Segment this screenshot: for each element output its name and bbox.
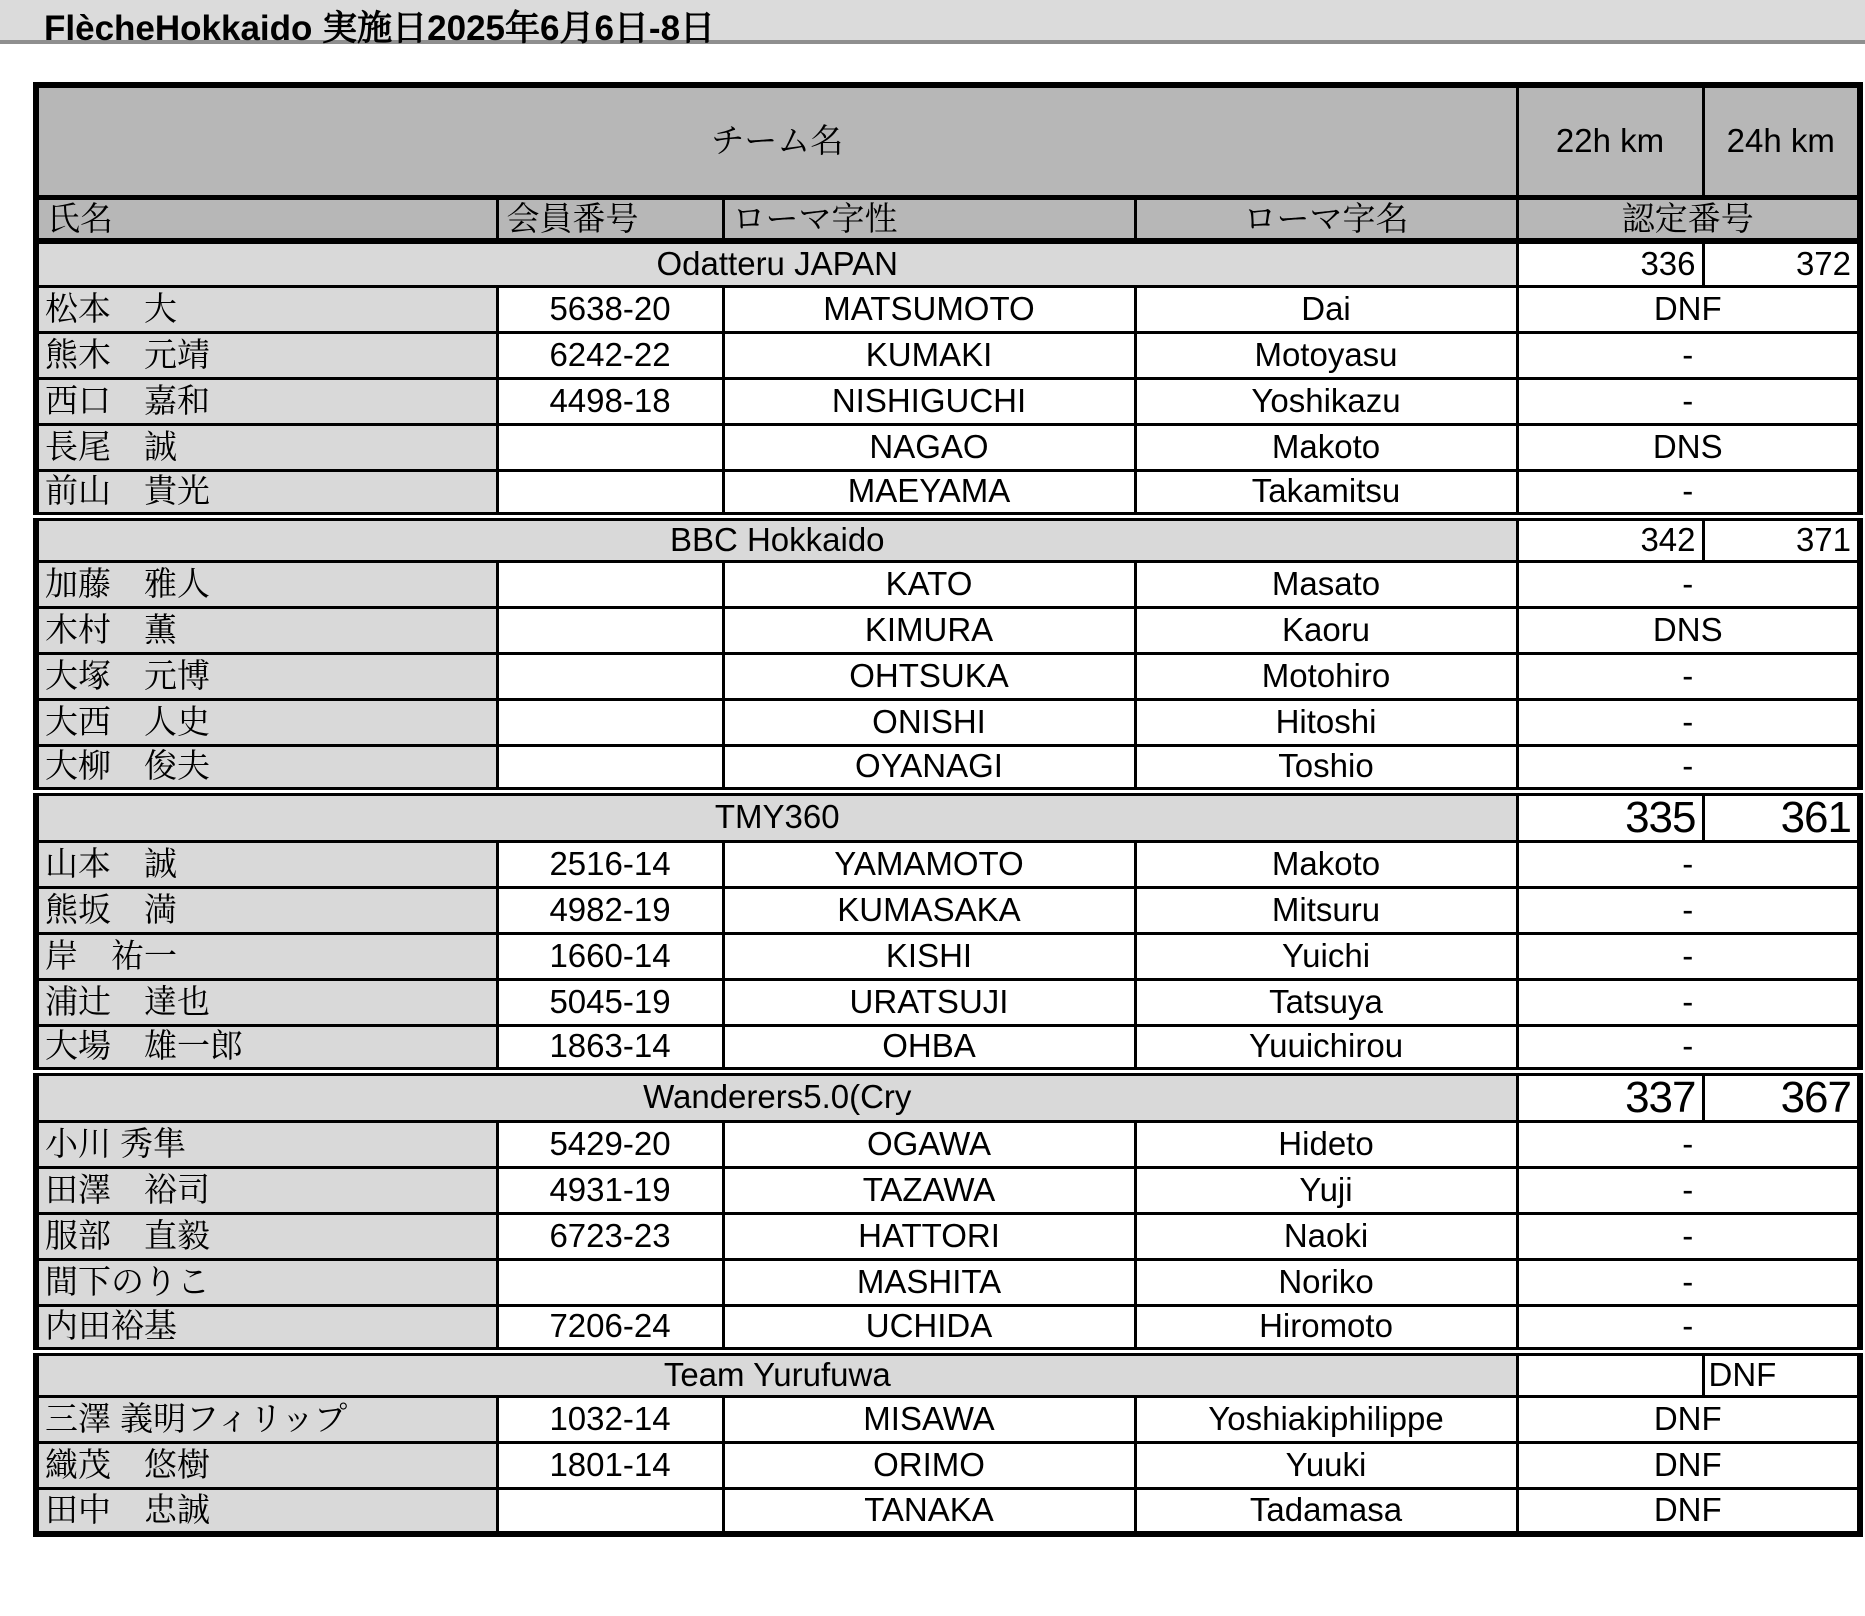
member-no-cell: 1032-14 [497,1396,723,1442]
romaji-given-cell: Hiromoto [1135,1305,1517,1351]
cert-no-cell: DNF [1517,1396,1860,1442]
rider-row [36,887,1860,933]
rider-row [36,933,1860,979]
romaji-surname-cell: NAGAO [723,424,1135,470]
rider-name-cell: 服部 直毅 [36,1213,497,1259]
member-no-cell: 4498-18 [497,378,723,424]
rider-row [36,1442,1860,1488]
romaji-surname-cell: TAZAWA [723,1167,1135,1213]
romaji-surname-cell: KUMAKI [723,332,1135,378]
team-22h-cell: 342 [1517,516,1703,561]
rider-name-cell: 田澤 裕司 [36,1167,497,1213]
team-row [36,1351,1860,1396]
cert-no-cell: DNS [1517,607,1860,653]
team-22h-cell: 337 [1517,1071,1703,1121]
member-no-cell: 7206-24 [497,1305,723,1351]
member-no-cell [497,1259,723,1305]
member-no-cell [497,607,723,653]
member-no-cell: 2516-14 [497,841,723,887]
rider-name-cell: 岸 祐一 [36,933,497,979]
team-name-cell: BBC Hokkaido [36,516,1517,561]
rider-name-cell: 前山 貴光 [36,470,497,516]
cert-no-cell: - [1517,1121,1860,1167]
member-no-cell: 6242-22 [497,332,723,378]
rider-row [36,424,1860,470]
romaji-given-cell: Dai [1135,286,1517,332]
title-bar [0,0,1865,48]
rider-name-cell: 熊坂 満 [36,887,497,933]
team-row [36,516,1860,561]
member-no-cell [497,424,723,470]
rider-name-cell: 山本 誠 [36,841,497,887]
cert-no-cell: - [1517,1025,1860,1071]
romaji-surname-cell: KISHI [723,933,1135,979]
member-no-cell [497,1488,723,1534]
cert-no-cell: - [1517,1305,1860,1351]
member-no-cell [497,699,723,745]
rider-row [36,1305,1860,1351]
rider-name-cell: 小川 秀隼 [36,1121,497,1167]
team-24h-cell: DNF [1703,1351,1860,1396]
header-romaji-given: ローマ字名 [1135,197,1517,241]
romaji-surname-cell: MAEYAMA [723,470,1135,516]
romaji-given-cell: Yuuki [1135,1442,1517,1488]
team-24h-cell: 371 [1703,516,1860,561]
romaji-given-cell: Hitoshi [1135,699,1517,745]
cert-no-cell: - [1517,887,1860,933]
romaji-given-cell: Yuji [1135,1167,1517,1213]
member-no-cell [497,653,723,699]
rider-row [36,1025,1860,1071]
romaji-surname-cell: MASHITA [723,1259,1135,1305]
romaji-given-cell: Motoyasu [1135,332,1517,378]
rider-row [36,1259,1860,1305]
header-22h-km: 22h km [1517,85,1703,197]
rider-name-cell: 織茂 悠樹 [36,1442,497,1488]
romaji-surname-cell: OYANAGI [723,745,1135,791]
header-team-name: チーム名 [36,85,1517,197]
romaji-surname-cell: MATSUMOTO [723,286,1135,332]
cert-no-cell: - [1517,1167,1860,1213]
romaji-given-cell: Toshio [1135,745,1517,791]
rider-row [36,561,1860,607]
header-romaji-surname: ローマ字性 [723,197,1135,241]
rider-row [36,607,1860,653]
rider-name-cell: 間下のりこ [36,1259,497,1305]
member-no-cell: 5638-20 [497,286,723,332]
rider-name-cell: 熊木 元靖 [36,332,497,378]
team-24h-cell: 372 [1703,241,1860,286]
team-22h-cell: 335 [1517,791,1703,841]
rider-name-cell: 浦辻 達也 [36,979,497,1025]
cert-no-cell: - [1517,699,1860,745]
team-name-cell: Team Yurufuwa [36,1351,1517,1396]
rider-row [36,745,1860,791]
team-22h-cell [1517,1351,1703,1396]
rider-row [36,1121,1860,1167]
cert-no-cell: - [1517,653,1860,699]
team-name-cell: Odatteru JAPAN [36,241,1517,286]
team-name-cell: TMY360 [36,791,1517,841]
cert-no-cell: - [1517,378,1860,424]
rider-row [36,1213,1860,1259]
romaji-surname-cell: KATO [723,561,1135,607]
cert-no-cell: DNF [1517,1488,1860,1534]
rider-name-cell: 西口 嘉和 [36,378,497,424]
romaji-given-cell: Hideto [1135,1121,1517,1167]
member-no-cell: 4931-19 [497,1167,723,1213]
header-cert-no: 認定番号 [1517,197,1860,241]
member-no-cell: 5429-20 [497,1121,723,1167]
romaji-surname-cell: URATSUJI [723,979,1135,1025]
member-no-cell [497,561,723,607]
rider-name-cell: 内田裕基 [36,1305,497,1351]
rider-row [36,286,1860,332]
team-24h-cell: 367 [1703,1071,1860,1121]
member-no-cell: 4982-19 [497,887,723,933]
cert-no-cell: - [1517,470,1860,516]
member-no-cell [497,745,723,791]
romaji-surname-cell: ONISHI [723,699,1135,745]
romaji-surname-cell: OHTSUKA [723,653,1135,699]
cert-no-cell: - [1517,841,1860,887]
cert-no-cell: - [1517,979,1860,1025]
results-table [33,82,1863,1537]
rider-name-cell: 田中 忠誠 [36,1488,497,1534]
rider-row [36,1167,1860,1213]
rider-row [36,470,1860,516]
member-no-cell: 1660-14 [497,933,723,979]
header-name: 氏名 [36,197,497,241]
romaji-surname-cell: UCHIDA [723,1305,1135,1351]
romaji-surname-cell: HATTORI [723,1213,1135,1259]
member-no-cell: 6723-23 [497,1213,723,1259]
romaji-surname-cell: KUMASAKA [723,887,1135,933]
romaji-given-cell: Noriko [1135,1259,1517,1305]
team-24h-cell: 361 [1703,791,1860,841]
member-no-cell [497,470,723,516]
page-title: FlècheHokkaido 実施日2025年6月6日-8日 [44,9,716,48]
cert-no-cell: DNF [1517,1442,1860,1488]
romaji-given-cell: Tadamasa [1135,1488,1517,1534]
romaji-given-cell: Yuuichirou [1135,1025,1517,1071]
romaji-surname-cell: ORIMO [723,1442,1135,1488]
romaji-surname-cell: TANAKA [723,1488,1135,1534]
rider-name-cell: 大塚 元博 [36,653,497,699]
team-row [36,1071,1860,1121]
romaji-given-cell: Takamitsu [1135,470,1517,516]
rider-name-cell: 加藤 雅人 [36,561,497,607]
header-member-no: 会員番号 [497,197,723,241]
rider-row [36,332,1860,378]
rider-name-cell: 大西 人史 [36,699,497,745]
member-no-cell: 5045-19 [497,979,723,1025]
cert-no-cell: - [1517,561,1860,607]
romaji-given-cell: Yoshikazu [1135,378,1517,424]
rider-name-cell: 松本 大 [36,286,497,332]
romaji-given-cell: Makoto [1135,841,1517,887]
rider-name-cell: 大柳 俊夫 [36,745,497,791]
romaji-given-cell: Kaoru [1135,607,1517,653]
romaji-surname-cell: OHBA [723,1025,1135,1071]
rider-row [36,1488,1860,1534]
romaji-given-cell: Makoto [1135,424,1517,470]
header-24h-km: 24h km [1703,85,1860,197]
cert-no-cell: - [1517,1213,1860,1259]
member-no-cell: 1801-14 [497,1442,723,1488]
rider-row [36,841,1860,887]
cert-no-cell: - [1517,1259,1860,1305]
header-row-columns [36,197,1860,241]
romaji-surname-cell: KIMURA [723,607,1135,653]
rider-row [36,1396,1860,1442]
team-name-cell: Wanderers5.0(Cry [36,1071,1517,1121]
team-row [36,791,1860,841]
romaji-surname-cell: MISAWA [723,1396,1135,1442]
cert-no-cell: - [1517,933,1860,979]
rider-name-cell: 木村 薫 [36,607,497,653]
romaji-given-cell: Mitsuru [1135,887,1517,933]
romaji-surname-cell: NISHIGUCHI [723,378,1135,424]
rider-name-cell: 三澤 義明フィリップ [36,1396,497,1442]
romaji-given-cell: Masato [1135,561,1517,607]
team-22h-cell: 336 [1517,241,1703,286]
rider-row [36,979,1860,1025]
romaji-surname-cell: OGAWA [723,1121,1135,1167]
cert-no-cell: DNF [1517,286,1860,332]
rider-row [36,378,1860,424]
romaji-given-cell: Tatsuya [1135,979,1517,1025]
rider-name-cell: 長尾 誠 [36,424,497,470]
romaji-given-cell: Yoshiakiphilippe [1135,1396,1517,1442]
rider-row [36,653,1860,699]
romaji-given-cell: Naoki [1135,1213,1517,1259]
member-no-cell: 1863-14 [497,1025,723,1071]
romaji-given-cell: Motohiro [1135,653,1517,699]
header-row-team [36,85,1860,197]
romaji-surname-cell: YAMAMOTO [723,841,1135,887]
romaji-given-cell: Yuichi [1135,933,1517,979]
team-row [36,241,1860,286]
cert-no-cell: - [1517,332,1860,378]
rider-row [36,699,1860,745]
cert-no-cell: - [1517,745,1860,791]
cert-no-cell: DNS [1517,424,1860,470]
rider-name-cell: 大場 雄一郎 [36,1025,497,1071]
